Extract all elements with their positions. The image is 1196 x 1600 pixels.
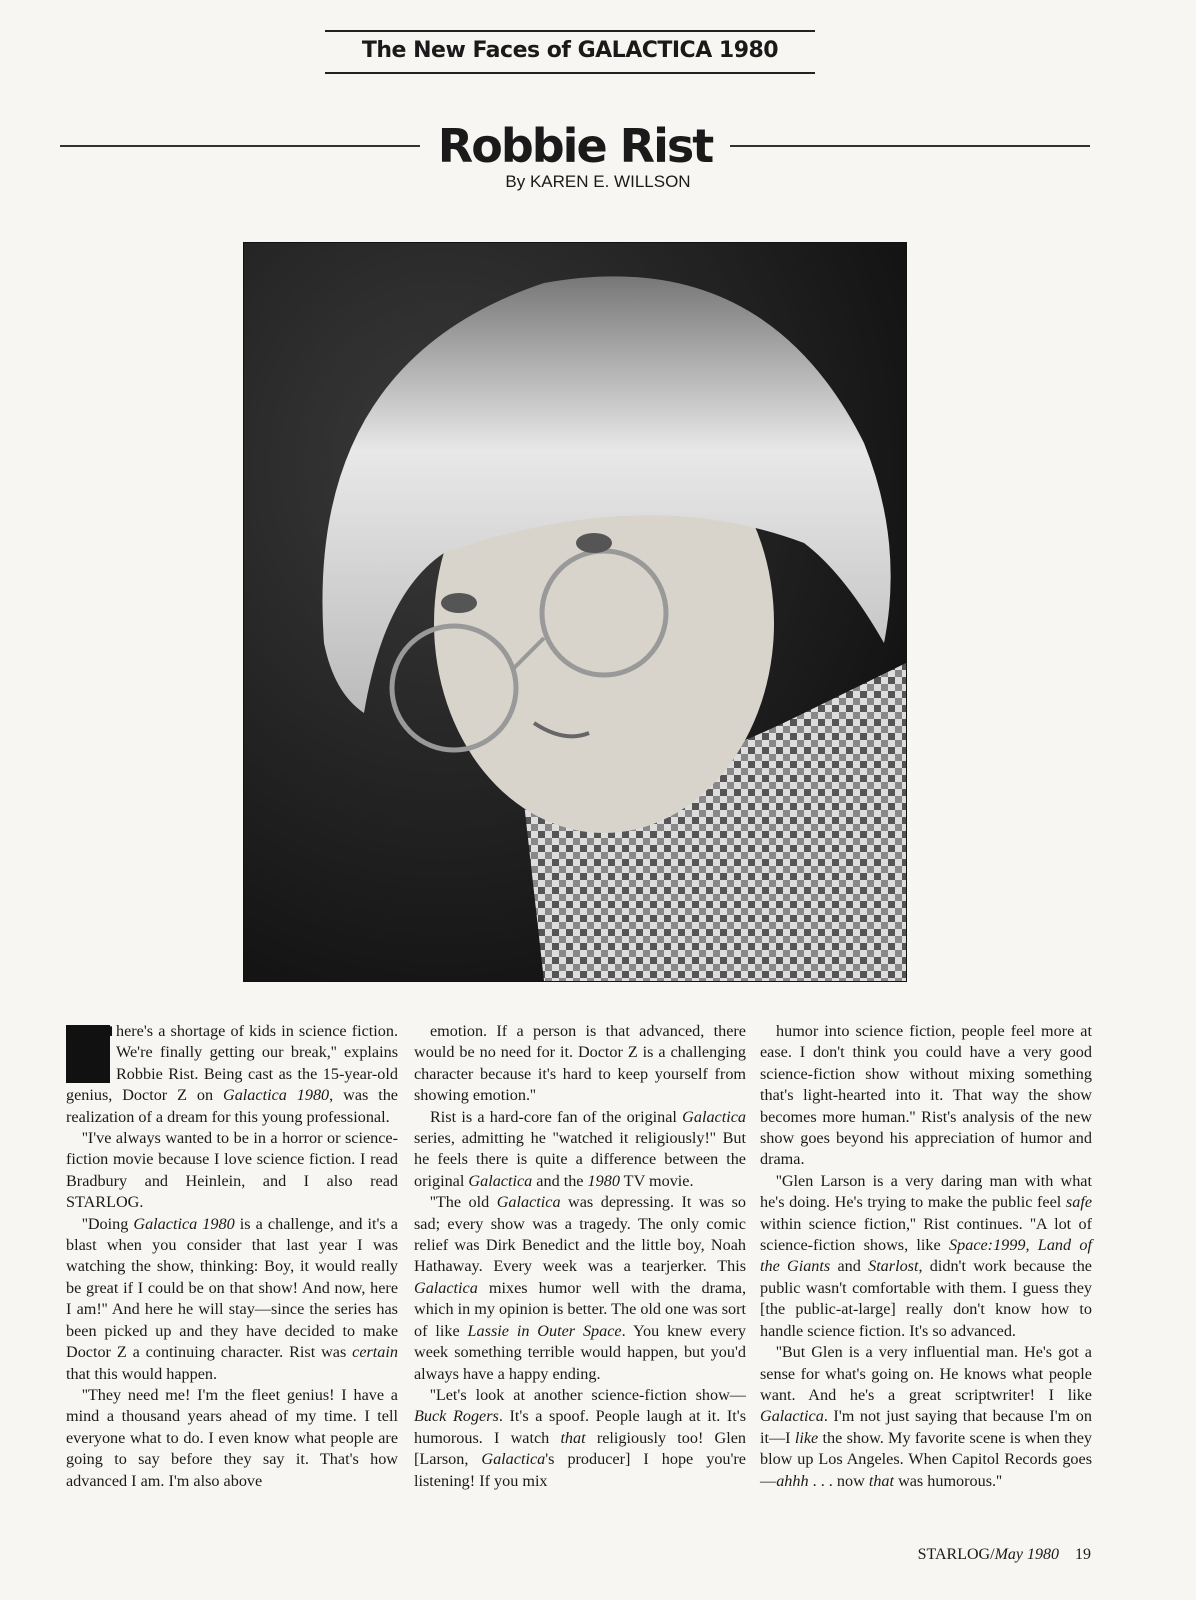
italic-text: 1980: [587, 1171, 620, 1190]
italic-text: Galactica: [760, 1407, 824, 1426]
body-text: emotion. If a person is that advanced, there would be no need for it. Doctor Z is a challenging character because it's hard to keep yourself from showing emotion.'': [414, 1022, 746, 1105]
body-text: mixes humor well with the drama, which in my opinion is better. The old one was sort of like: [414, 1278, 746, 1340]
article-paragraph: [66, 1214, 398, 1385]
page-footer: [918, 1546, 1091, 1564]
body-text: religiously too! Glen [Larson,: [414, 1428, 746, 1469]
italic-text: Galactica 1980: [223, 1086, 330, 1105]
body-text: , didn't work because the public wasn't comfortable with them. I guess they [the public-at-large] really don't know how to handle science fiction. It's so advanced.: [760, 1257, 1092, 1340]
body-text: the show. My favorite scene is when they blow up Los Angeles. When Capitol Records goes—: [760, 1428, 1093, 1490]
italic-text: ahhh: [776, 1471, 809, 1490]
italic-text: certain: [352, 1343, 398, 1362]
article-paragraph: [414, 1107, 746, 1193]
body-text: that this would happen.: [66, 1364, 218, 1383]
body-text: ''Glen Larson is a very daring man with what he's doing. He's trying to make the public feel: [760, 1171, 1092, 1212]
body-text: ''But Glen is a very influential man. He's got a sense for what's going on. He knows what people want. And he's a great scriptwriter! I like: [760, 1343, 1092, 1404]
italic-text: Galactica: [682, 1107, 746, 1126]
italic-text: that: [560, 1428, 586, 1447]
article-paragraph: [760, 1021, 1092, 1171]
article-paragraph: [414, 1021, 746, 1107]
italic-text: Buck Rogers: [414, 1407, 499, 1426]
body-text: ''The old: [430, 1193, 497, 1212]
article-paragraph: [66, 1385, 398, 1492]
section-kicker: The New Faces of GALACTICA 1980: [325, 30, 815, 74]
title-row: [60, 118, 1090, 174]
italic-text: Starlost: [868, 1257, 919, 1276]
italic-text: Lassie in Outer Space: [467, 1321, 622, 1340]
italic-text: like: [794, 1428, 819, 1447]
italic-text: Space:1999, Land of the Giants: [760, 1236, 1093, 1276]
article-paragraph: [760, 1342, 1092, 1492]
body-text: ''Let's look at another science-fiction show—: [430, 1385, 746, 1404]
body-text: and the: [532, 1171, 588, 1190]
footer-magazine: STARLOG/: [917, 1546, 995, 1563]
byline: By KAREN E. WILLSON: [505, 172, 691, 191]
body-text: ''They need me! I'm the fleet genius! I have a mind a thousand years ahead of my time. I tell everyone what to do. I even know what people are going to say before they say it. That's how advanced I am. I'm also above: [66, 1385, 398, 1490]
page-number: 19: [1075, 1546, 1091, 1563]
body-text: . You knew every week something terrible would happen, but you'd always have a happy ending.: [414, 1321, 746, 1383]
article-paragraph: [414, 1385, 746, 1492]
body-text: here's a shortage of kids in science fiction. We're finally getting our break,'' explains Robbie Rist. Being cast as the 15-year-old genius, Doctor Z on: [66, 1022, 398, 1105]
title-rule-left: [60, 145, 420, 147]
portrait-illustration: [244, 243, 906, 981]
body-text: and: [830, 1257, 869, 1276]
italic-text: safe: [1065, 1193, 1092, 1212]
drop-cap: T: [66, 1014, 113, 1093]
body-text: 's producer] I hope you're listening! If you mix: [414, 1450, 746, 1490]
body-text: Rist is a hard-core fan of the original: [430, 1107, 683, 1126]
body-text: is a challenge, and it's a blast when you consider that last year I was watching the show, thinking: Boy, it would really be great if I could be on that show! And now, here I am!'' And here he will stay—since the series has been picked up and they have decided to make Doctor Z a continuing character. Rist was: [66, 1214, 398, 1362]
article-column-3: [760, 1021, 1092, 1492]
body-text: was humorous.'': [894, 1471, 1002, 1490]
article-column-2: [414, 1021, 746, 1492]
body-text: . It's a spoof. People laugh at it. It's humorous. I watch: [414, 1407, 747, 1447]
body-text: humor into science fiction, people feel more at ease. I don't think you could have a very good science-fiction show without mixing something that's light-hearted into it. That way the show becomes more human.'' Rist's analysis of the new show goes beyond his appreciation of humor and drama.: [760, 1022, 1092, 1169]
body-text: ''Doing: [82, 1214, 134, 1233]
body-text: , was the realization of a dream for this young professional.: [66, 1086, 398, 1126]
title-rule-right: [730, 145, 1090, 147]
body-text: . I'm not just saying that because I'm on it—I: [760, 1407, 1092, 1447]
article-paragraph: [66, 1128, 398, 1214]
article-paragraph: [760, 1171, 1092, 1342]
body-text: within science fiction,'' Rist continues. ''A lot of science-fiction shows, like: [760, 1214, 1092, 1255]
italic-text: Galactica: [468, 1171, 533, 1190]
footer-issue: May 1980: [994, 1546, 1059, 1563]
article-paragraph: [414, 1192, 746, 1385]
body-text: TV movie.: [619, 1171, 694, 1190]
body-text: series, admitting he ''watched it religiously!'' But he feels there is quite a difference between the original: [414, 1129, 746, 1190]
article-title: Robbie Rist: [437, 119, 713, 173]
portrait-photo: [243, 242, 907, 982]
body-text: was depressing. It was so sad; every show was a tragedy. The only comic relief was Dirk Benedict and the little boy, Noah Hathaway. Every week was a tearjerker. This: [414, 1193, 746, 1276]
italic-text: Galactica: [481, 1450, 546, 1469]
italic-text: that: [868, 1471, 895, 1490]
body-text: ''I've always wanted to be in a horror or science-fiction movie because I love science fiction. I read Bradbury and Heinlein, and I also read STARLOG.: [66, 1129, 398, 1212]
body-text: . . . now: [808, 1471, 869, 1490]
article-column-1: [66, 1014, 398, 1492]
article-paragraph: [66, 1014, 398, 1128]
italic-text: Galactica 1980: [133, 1214, 235, 1233]
italic-text: Galactica: [414, 1278, 478, 1297]
italic-text: Galactica: [496, 1193, 561, 1212]
